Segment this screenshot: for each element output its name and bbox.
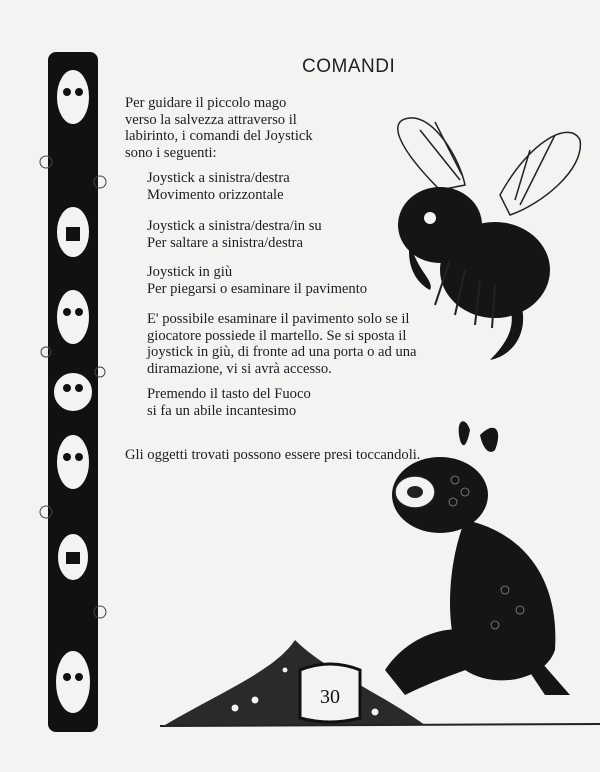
fire-line: si fa un abile incantesimo <box>147 402 297 419</box>
rubble-plaque-illustration <box>165 630 425 730</box>
command-horizontal <box>147 170 290 203</box>
fire-button-paragraph <box>147 386 311 419</box>
fire-line: Premendo il tasto del Fuoco <box>147 386 311 402</box>
intro-line: sono i seguenti: <box>125 144 217 161</box>
page-title: COMANDI <box>302 56 396 77</box>
floor-note-line: joystick in giù, di fronte ad una porta o ad una <box>147 344 417 361</box>
floor-note-line: E' possibile esaminare il pavimento solo se il <box>147 311 410 327</box>
floor-note-line: diramazione, vi si avrà accesso. <box>147 360 332 377</box>
command-action: Per piegarsi o esaminare il pavimento <box>147 280 368 297</box>
objects-note: Gli oggetti trovati possono essere presi toccandoli. <box>125 447 421 463</box>
command-action: Per saltare a sinistra/destra <box>147 234 304 251</box>
command-input: Joystick in giù <box>147 264 233 280</box>
wasp-creature-illustration <box>380 110 590 370</box>
skull-pillar-illustration <box>38 52 108 732</box>
intro-line: labirinto, i comandi del Joystick <box>125 128 313 145</box>
command-action: Movimento orizzontale <box>147 186 284 203</box>
command-crouch <box>147 264 367 297</box>
page-number: 30 <box>320 686 340 708</box>
intro-line: Per guidare il piccolo mago <box>125 95 287 111</box>
ground-line <box>160 718 600 730</box>
command-input: Joystick a sinistra/destra/in su <box>147 218 322 234</box>
intro-paragraph <box>125 95 390 161</box>
command-input: Joystick a sinistra/destra <box>147 170 290 186</box>
command-jump <box>147 218 322 251</box>
floor-note-line: giocatore possiede il martello. Se si sposta il <box>147 327 407 344</box>
intro-line: verso la salvezza attraverso il <box>125 111 297 128</box>
